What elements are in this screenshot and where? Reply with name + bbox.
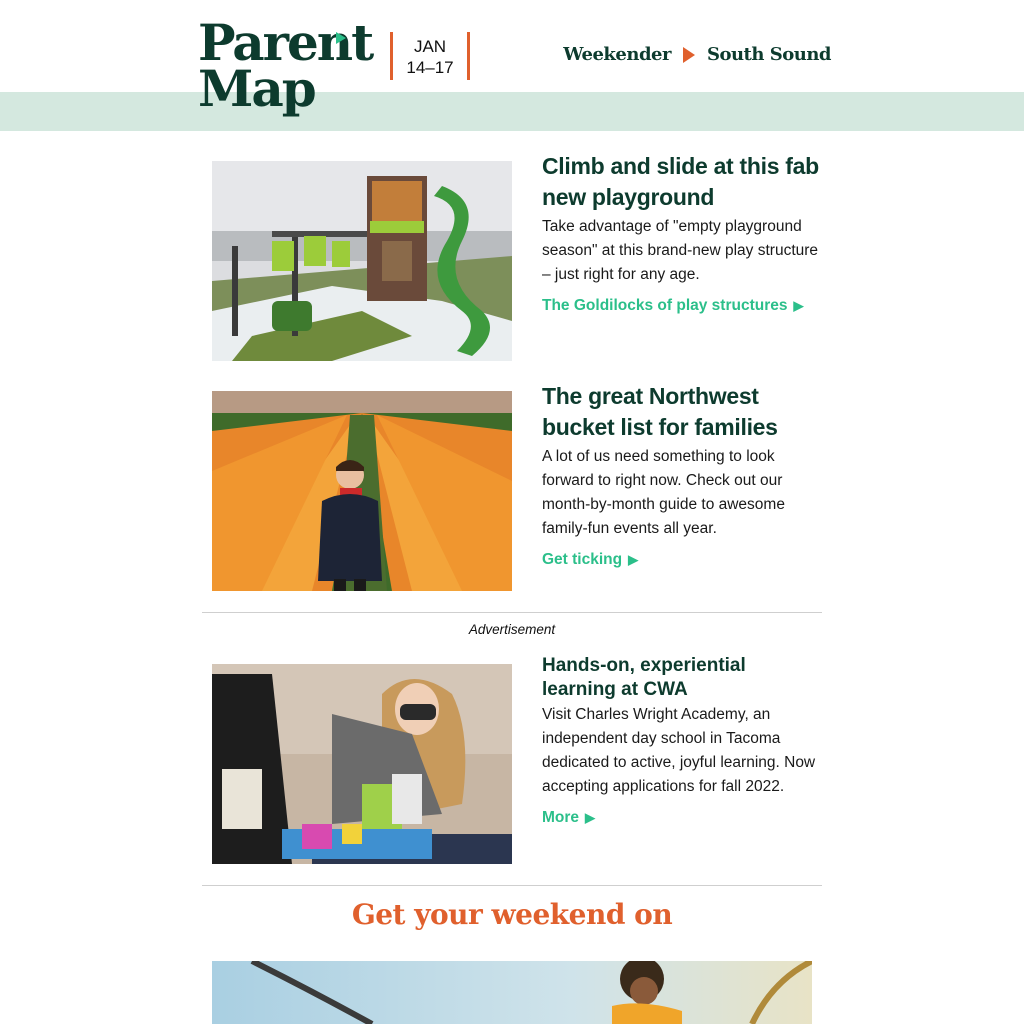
- newsletter-breadcrumb: [563, 44, 831, 65]
- advertisement-label: Advertisement: [468, 622, 556, 637]
- logo-word-parent: Parent: [198, 13, 373, 72]
- article-text: [542, 151, 824, 315]
- arrow-right-icon: [683, 47, 695, 63]
- playground-photo[interactable]: [212, 161, 512, 361]
- issue-date-range: 14–17: [406, 58, 454, 77]
- header-band: [0, 92, 1024, 131]
- article-body: A lot of us need something to look forward to right now. Check out our month-by-month guide to awesome family-fun events all year.: [542, 448, 785, 537]
- article-text: [542, 381, 824, 569]
- classroom-robotics-photo[interactable]: [212, 664, 512, 864]
- logo-play-icon: [336, 32, 346, 44]
- play-arrow-icon: ▶: [793, 298, 804, 313]
- ad-title[interactable]: Hands-on, experiential learning at CWA: [542, 655, 746, 700]
- parentmap-logo[interactable]: [198, 13, 373, 120]
- logo-word-map: Map: [198, 59, 315, 118]
- issue-date: [390, 32, 470, 80]
- article-link[interactable]: The Goldilocks of play structures ▶: [542, 297, 804, 314]
- header: [0, 0, 1024, 118]
- section-heading: Get your weekend on: [351, 898, 673, 931]
- article-link[interactable]: Get ticking ▶: [542, 551, 639, 568]
- article-title[interactable]: Climb and slide at this fab new playground: [542, 153, 819, 210]
- divider: [202, 612, 822, 613]
- tulip-field-photo[interactable]: [212, 391, 512, 591]
- issue-month: JAN: [413, 37, 447, 56]
- article-title[interactable]: The great Northwest bucket list for families: [542, 383, 778, 440]
- article-body: Take advantage of "empty playground season" at this brand-new play structure – just right for any age.: [542, 218, 819, 283]
- nav-weekender[interactable]: Weekender: [563, 44, 671, 65]
- weekend-hero-photo[interactable]: [212, 961, 812, 1024]
- play-arrow-icon: ▶: [628, 552, 639, 567]
- divider: [202, 885, 822, 886]
- ad-more-link[interactable]: More ▶: [542, 809, 596, 826]
- ad-text: [542, 654, 824, 827]
- play-arrow-icon: ▶: [585, 810, 596, 825]
- nav-south-sound[interactable]: South Sound: [706, 44, 831, 65]
- ad-body: Visit Charles Wright Academy, an independent day school in Tacoma dedicated to active, joyful learning. Now accepting applications for fall 2022.: [542, 706, 816, 795]
